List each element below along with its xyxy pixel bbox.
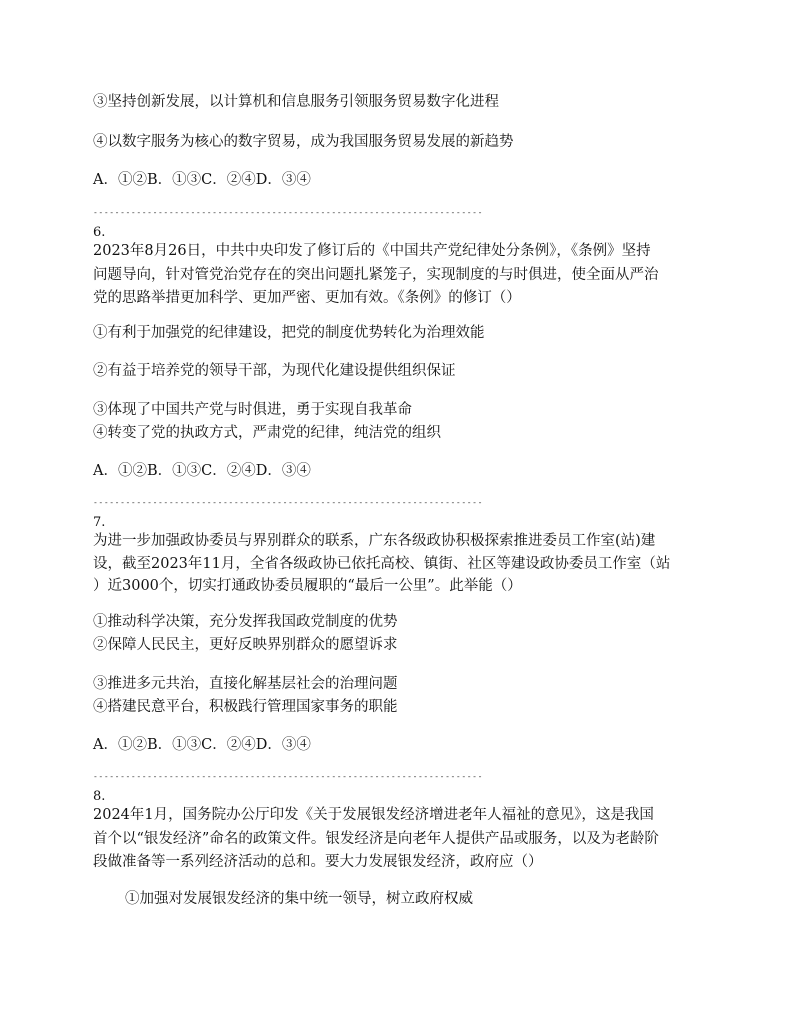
separator-1: ------------------------------------------------------------------------ <box>93 208 483 217</box>
q7-option-1: ①推动科学决策，充分发挥我国政党制度的优势 <box>93 614 398 630</box>
separator-3: ------------------------------------------------------------------------ <box>93 772 483 781</box>
q7-stem-line-1: 为进一步加强政协委员与界别群众的联系，广东各级政协积极探索推进委员工作室(站)建 <box>93 533 656 549</box>
q7-option-3: ③推进多元共治，直接化解基层社会的治理问题 <box>93 676 398 692</box>
q6-option-4: ④转变了党的执政方式，严肃党的纪律，纯洁党的组织 <box>93 425 441 441</box>
q5-answer-choices: A．①②B．①③C．②④D．③④ <box>93 172 311 188</box>
q6-stem-line-3: 党的思路举措更加科学、更加严密、更加有效。《条例》的修订（） <box>93 290 521 306</box>
q6-stem-line-1: 2023年8月26日，中共中央印发了修订后的《中国共产党纪律处分条例》，《条例》坚持 <box>93 243 651 259</box>
q7-option-2: ②保障人民民主，更好反映界别群众的愿望诉求 <box>93 637 398 653</box>
q8-stem-line-1: 2024年1月，国务院办公厅印发《关于发展银发经济增进老年人福祉的意见》，这是我国 <box>93 807 654 823</box>
q5-option-4: ④以数字服务为核心的数字贸易，成为我国服务贸易发展的新趋势 <box>93 134 514 150</box>
q6-answer-choices: A．①②B．①③C．②④D．③④ <box>93 463 311 479</box>
q7-option-4: ④搭建民意平台，积极践行管理国家事务的职能 <box>93 699 398 715</box>
q6-number: 6. <box>93 225 106 240</box>
q5-option-3: ③坚持创新发展，以计算机和信息服务引领服务贸易数字化进程 <box>93 94 499 110</box>
q6-option-1: ①有利于加强党的纪律建设，把党的制度优势转化为治理效能 <box>93 325 485 341</box>
q6-option-3: ③体现了中国共产党与时俱进，勇于实现自我革命 <box>93 402 412 418</box>
q6-option-2: ②有益于培养党的领导干部，为现代化建设提供组织保证 <box>93 363 456 379</box>
q8-number: 8. <box>93 789 106 804</box>
q8-stem-line-2: 首个以“银发经济”命名的政策文件。银发经济是向老年人提供产品或服务，以及为老龄阶 <box>93 831 659 847</box>
q8-option-1: ①加强对发展银发经济的集中统一领导，树立政府权威 <box>125 891 473 907</box>
q7-answer-choices: A．①②B．①③C．②④D．③④ <box>93 737 311 753</box>
q7-stem-line-2: 设，截至2023年11月，全省各级政协已依托高校、镇街、社区等建设政协委员工作室（站 <box>93 556 671 572</box>
q7-number: 7. <box>93 515 106 530</box>
separator-2: ------------------------------------------------------------------------ <box>93 498 483 507</box>
q7-stem-line-3: ）近3000个，切实打通政协委员履职的“最后一公里”。此举能（） <box>93 578 522 594</box>
q6-stem-line-2: 问题导向，针对管党治党存在的突出问题扎紧笼子，实现制度的与时俱进，使全面从严治 <box>93 267 659 283</box>
q8-stem-line-3: 段做准备等一系列经济活动的总和。要大力发展银发经济，政府应（） <box>93 854 543 870</box>
